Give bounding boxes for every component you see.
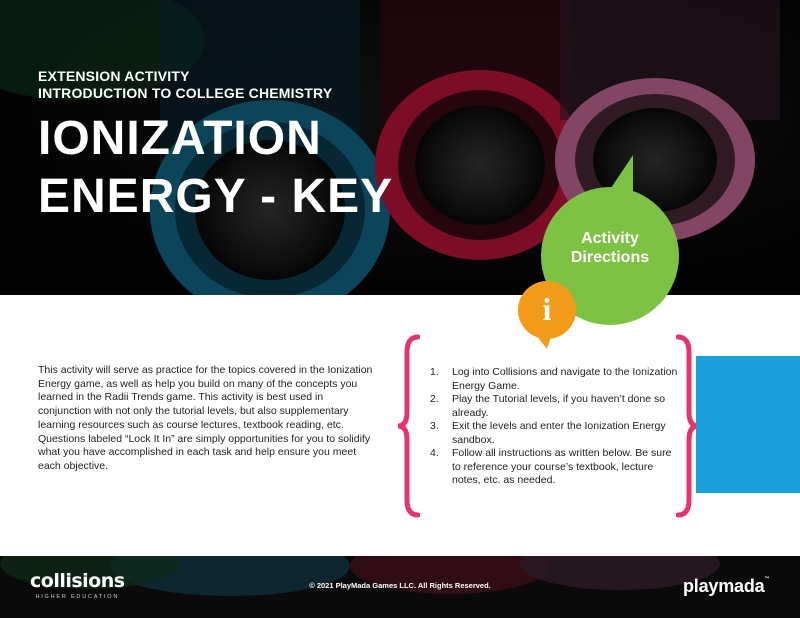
collisions-logo-text: collisions (30, 570, 125, 592)
blue-accent-bar (696, 356, 800, 493)
list-item: 1. Log into Collisions and navigate to the Ionization Energy Game. (430, 366, 678, 392)
list-item: 2. Play the Tutorial levels, if you haven’t done so already. (430, 393, 666, 419)
info-icon-glyph: i (542, 291, 552, 327)
playmada-logo (683, 576, 769, 597)
trademark-symbol: ™ (764, 576, 770, 582)
activity-directions-label (541, 229, 679, 267)
steps-list (430, 366, 680, 488)
hero-text-block (38, 68, 393, 226)
subtitle-line-1: EXTENSION ACTIVITY (38, 68, 190, 84)
intro-paragraph: This activity will serve as practice for the topics covered in the Ionization Energy game, as well as help you build on many of the concepts you learned in the Radii Trends game. This activity is best used in conjunction with not only the tutorial levels, but also supplementary learning resources such as course lectures, textbook reading, etc. Questions labeled “Lock It In” are simply opportunities for you to solidify what you have accomplished in each task and help ensure you meet each objective. (38, 364, 373, 472)
collisions-logo (30, 570, 125, 600)
collisions-logo-subtitle: HIGHER EDUCATION (35, 594, 120, 600)
left-brace (396, 334, 420, 518)
list-item: 4. Follow all instructions as written below. Be sure to reference your course’s textbook, lecture notes, etc. as needed. (430, 447, 672, 486)
playmada-logo-text: playmada (683, 576, 765, 596)
footer (0, 556, 800, 618)
copyright-text: © 2021 PlayMada Games LLC. All Rights Reserved. (309, 581, 491, 590)
subtitle-line-2: INTRODUCTION TO COLLEGE CHEMISTRY (38, 85, 333, 101)
page-title (38, 110, 393, 226)
hero-banner (0, 0, 800, 295)
bubble-label-line-1: Activity (581, 230, 639, 247)
title-line-1: IONIZATION (38, 112, 322, 165)
title-line-2: ENERGY - KEY (38, 170, 394, 223)
list-item: 3. Exit the levels and enter the Ionization Energy sandbox. (430, 420, 666, 446)
bubble-label-line-2: Directions (570, 249, 650, 266)
